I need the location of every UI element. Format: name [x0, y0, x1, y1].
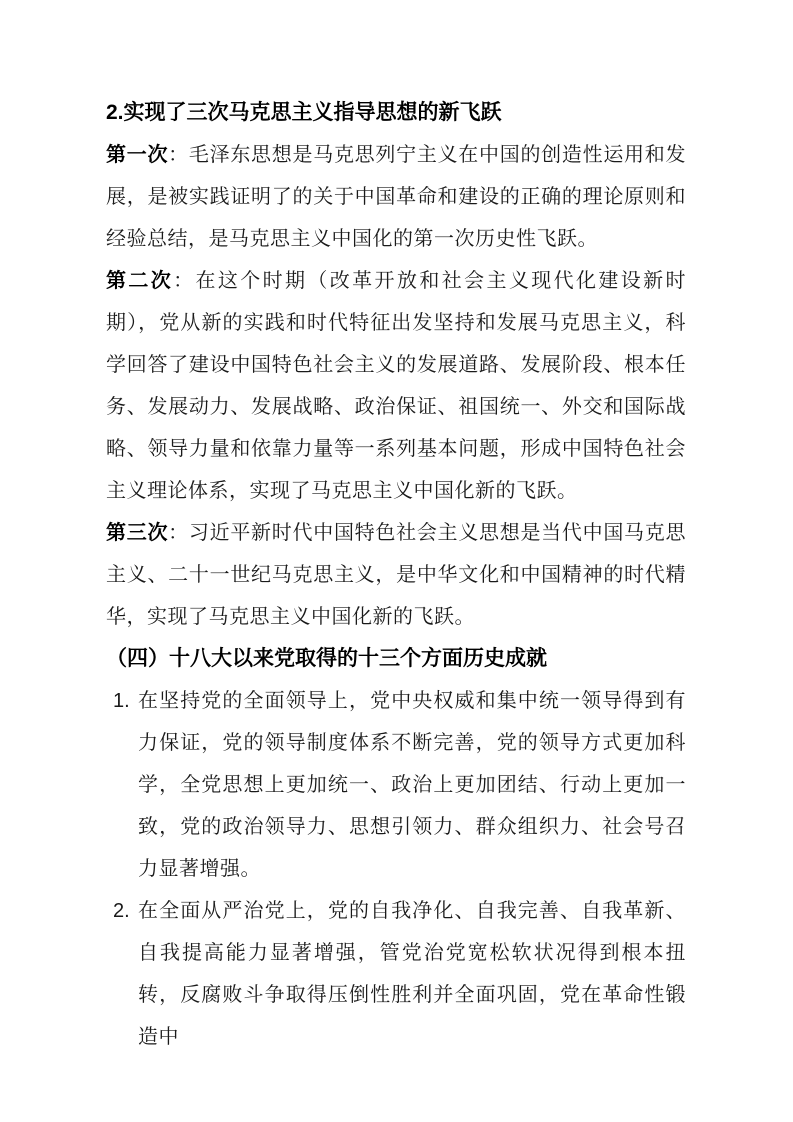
- paragraph-second-leap: [106, 260, 686, 512]
- paragraph-first-leap-text: ：毛泽东思想是马克思列宁主义在中国的创造性运用和发展，是被实践证明了的关于中国革命和建设的正确的理论原则和经验总结，是马克思主义中国化的第一次历史性飞跃。: [106, 144, 687, 250]
- list-item-party-leadership: [106, 680, 686, 890]
- achievements-list: [106, 680, 686, 1058]
- heading-three-marxism-leaps: 2.实现了三次马克思主义指导思想的新飞跃: [106, 101, 502, 124]
- list-item-text: 在坚持党的全面领导上，党中央权威和集中统一领导得到有力保证，党的领导制度体系不断完善，党的领导方式更加科学，全党思想上更加统一、政治上更加团结、行动上更加一致，党的政治领导力、思想引领力、群众组织力、社会号召力显著增强。: [138, 690, 686, 880]
- paragraph-second-leap-text: ：在这个时期（改革开放和社会主义现代化建设新时期），党从新的实践和时代特征出发坚持和发展马克思主义，科学回答了建设中国特色社会主义的发展道路、发展阶段、根本任务、发展动力、发展战略、政治保证、祖国统一、外交和国际战略、领导力量和依靠力量等一系列基本问题，形成中国特色社会主义理论体系，实现了马克思主义中国化新的飞跃。: [106, 270, 687, 502]
- list-item-number: 1.: [113, 690, 130, 712]
- paragraph-third-leap-label: 第三次: [106, 522, 169, 544]
- paragraph-third-leap-text: ：习近平新时代中国特色社会主义思想是当代中国马克思主义、二十一世纪马克思主义，是中华文化和中国精神的时代精华，实现了马克思主义中国化新的飞跃。: [106, 522, 687, 628]
- document-body: [106, 92, 686, 1058]
- list-item-party-governance: [106, 890, 686, 1058]
- paragraph-first-leap-label: 第一次: [106, 144, 169, 166]
- list-item-text: 在全面从严治党上，党的自我净化、自我完善、自我革新、自我提高能力显著增强，管党治党宽松软状况得到根本扭转，反腐败斗争取得压倒性胜利并全面巩固，党在革命性锻造中: [138, 900, 686, 1048]
- paragraph-second-leap-label: 第二次: [106, 270, 174, 292]
- paragraph-first-leap: [106, 134, 686, 260]
- list-item-number: 2.: [113, 900, 130, 922]
- heading-thirteen-achievements: （四）十八大以来党取得的十三个方面历史成就: [106, 647, 547, 670]
- paragraph-third-leap: [106, 512, 686, 638]
